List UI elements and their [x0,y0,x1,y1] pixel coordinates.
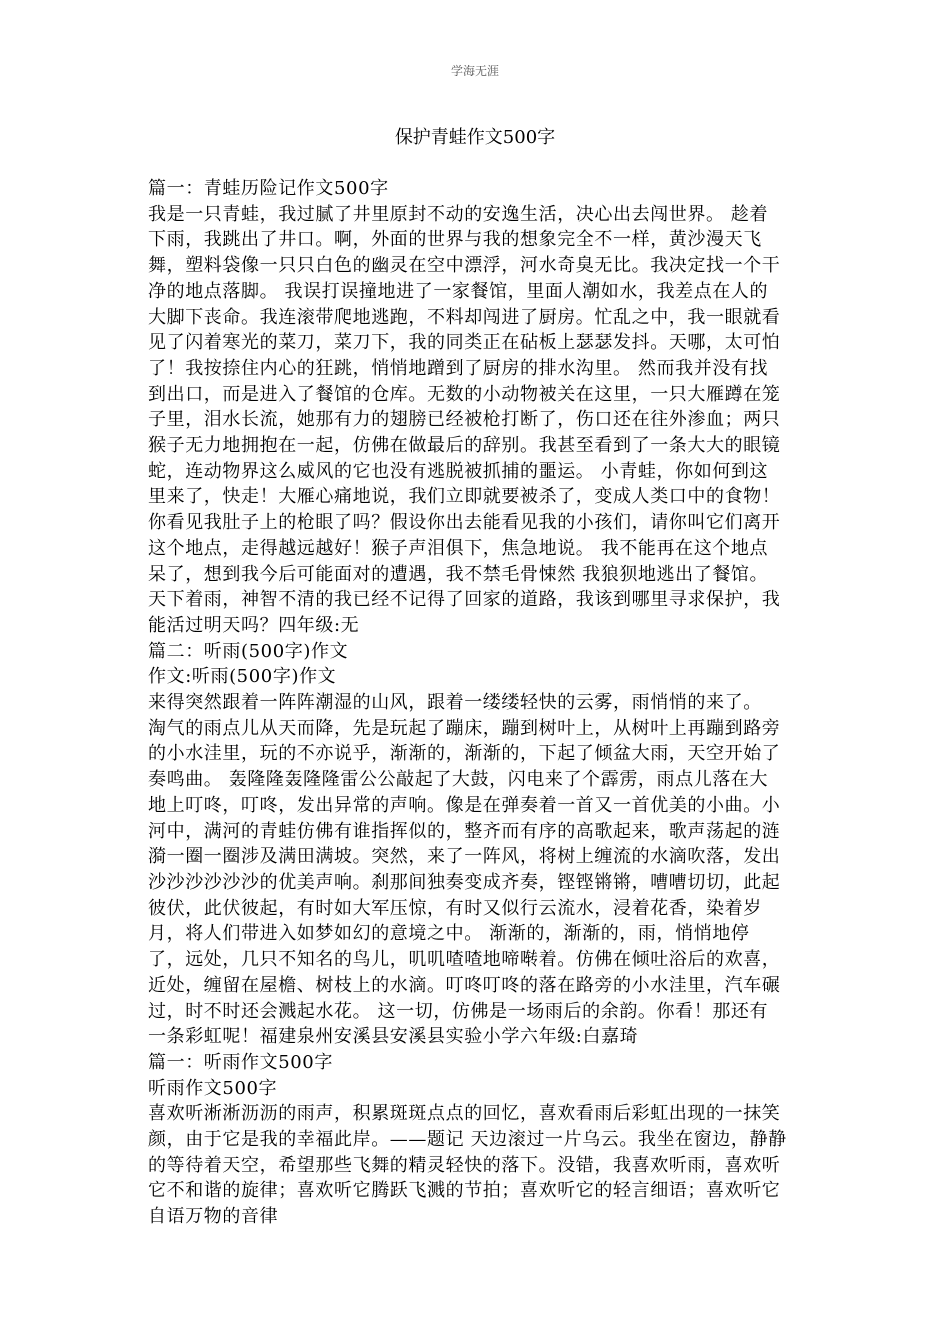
text-line: 近处，缠留在屋檐、树枝上的水滴。叮咚叮咚的落在路旁的小水洼里，汽车碾 [148,974,781,996]
text-line: 了，远处，几只不知名的鸟儿，叽叽喳喳地啼啭着。仿佛在倾吐浴后的欢喜， [148,949,781,971]
document-body [148,176,804,1230]
text-line: 了！我按捺住内心的狂跳，悄悄地蹭到了厨房的排水沟里。 然而我并没有找 [148,357,769,379]
text-line: 来得突然跟着一阵阵潮湿的山风，跟着一缕缕轻快的云雾，雨悄悄的来了。 [148,692,762,714]
text-line: 淘气的雨点儿从天而降，先是玩起了蹦床，蹦到树叶上，从树叶上再蹦到路旁 [148,717,781,739]
text-line: 里来了，快走！大雁心痛地说，我们立即就要被杀了，变成人类口中的食物！ [148,486,781,508]
document-title: 保护青蛙作文500字 [394,127,556,148]
text-line: 见了闪着寒光的菜刀，菜刀下，我的同类正在砧板上瑟瑟发抖。天哪，太可怕 [148,332,781,354]
text-line: 篇二：听雨(500字)作文 [148,640,349,662]
text-line: 奏鸣曲。 轰隆隆轰隆隆雷公公敲起了大鼓，闪电来了个霹雳，雨点儿落在大 [148,769,769,791]
text-line: 漪一圈一圈涉及满田满坡。突然，来了一阵风，将树上缠流的水滴吹落，发出 [148,846,781,868]
text-line: 天下着雨，神智不清的我已经不记得了回家的道路，我该到哪里寻求保护，我 [148,589,781,611]
text-line: 自语万物的音律 [148,1206,279,1228]
text-line: 篇一：听雨作文500字 [148,1051,333,1073]
text-line: 颜，由于它是我的幸福此岸。——题记 天边滚过一片乌云。我坐在窗边，静静 [148,1129,787,1151]
text-line: 一条彩虹呢！福建泉州安溪县安溪县实验小学六年级:白嘉琦 [148,1026,639,1048]
text-line: 能活过明天吗？四年级:无 [148,614,360,636]
text-line: 听雨作文500字 [148,1077,278,1099]
text-line: 大脚下丧命。我连滚带爬地逃跑，不料却闯进了厨房。忙乱之中，我一眼就看 [148,306,781,328]
text-line: 蛇，连动物界这么威风的它也没有逃脱被抓捕的噩运。 小青蛙，你如何到这 [148,460,769,482]
text-line: 彼伏，此伏彼起，有时如大军压惊，有时又似行云流水，浸着花香，染着岁 [148,897,762,919]
text-line: 作文:听雨(500字)作文 [148,666,337,688]
text-line: 地上叮咚，叮咚，发出异常的声响。像是在弹奏着一首又一首优美的小曲。小 [148,794,781,816]
text-line: 沙沙沙沙沙沙的优美声响。刹那间独奏变成齐奏，铿铿锵锵，嘈嘈切切，此起 [148,871,781,893]
text-line: 过，时不时还会溅起水花。 这一切，仿佛是一场雨后的余韵。你看！那还有 [148,1000,769,1022]
text-line: 到出口，而是进入了餐馆的仓库。无数的小动物被关在这里，一只大雁蹲在笼 [148,383,781,405]
text-line: 它不和谐的旋律；喜欢听它腾跃飞溅的节拍；喜欢听它的轻言细语；喜欢听它 [148,1180,781,1202]
text-line: 呆了，想到我今后可能面对的遭遇，我不禁毛骨悚然 我狼狈地逃出了餐馆。 [148,563,769,585]
text-line: 喜欢听淅淅沥沥的雨声，积累斑斑点点的回忆，喜欢看雨后彩虹出现的一抹笑 [148,1103,781,1125]
text-line: 的等待着天空，希望那些飞舞的精灵轻快的落下。没错，我喜欢听雨，喜欢听 [148,1154,781,1176]
text-line: 的小水洼里，玩的不亦说乎，渐渐的，渐渐的，下起了倾盆大雨，天空开始了 [148,743,781,765]
text-line: 我是一只青蛙，我过腻了井里原封不动的安逸生活，决心出去闯世界。 趁着 [148,203,769,225]
text-line: 舞，塑料袋像一只只白色的幽灵在空中漂浮，河水奇臭无比。我决定找一个干 [148,255,781,277]
text-line: 子里，泪水长流，她那有力的翅膀已经被枪打断了，伤口还在往外渗血；两只 [148,409,781,431]
text-line: 这个地点，走得越远越好！猴子声泪俱下，焦急地说。 我不能再在这个地点 [148,537,769,559]
text-line: 篇一：青蛙历险记作文500字 [148,178,389,199]
text-line: 猴子无力地拥抱在一起，仿佛在做最后的辞别。我甚至看到了一条大大的眼镜 [148,435,781,457]
page-header: 学海无涯 [450,64,499,78]
text-line: 下雨，我跳出了井口。啊，外面的世界与我的想象完全不一样，黄沙漫天飞 [148,229,762,251]
text-line: 月，将人们带进入如梦如幻的意境之中。 渐渐的，渐渐的，雨，悄悄地停 [148,923,750,945]
text-line: 河中，满河的青蛙仿佛有谁指挥似的，整齐而有序的高歌起来，歌声荡起的涟 [148,820,781,842]
text-line: 净的地点落脚。 我误打误撞地进了一家餐馆，里面人潮如水，我差点在人的 [148,280,769,302]
text-line: 你看见我肚子上的枪眼了吗？假设你出去能看见我的小孩们，请你叫它们离开 [148,512,781,534]
